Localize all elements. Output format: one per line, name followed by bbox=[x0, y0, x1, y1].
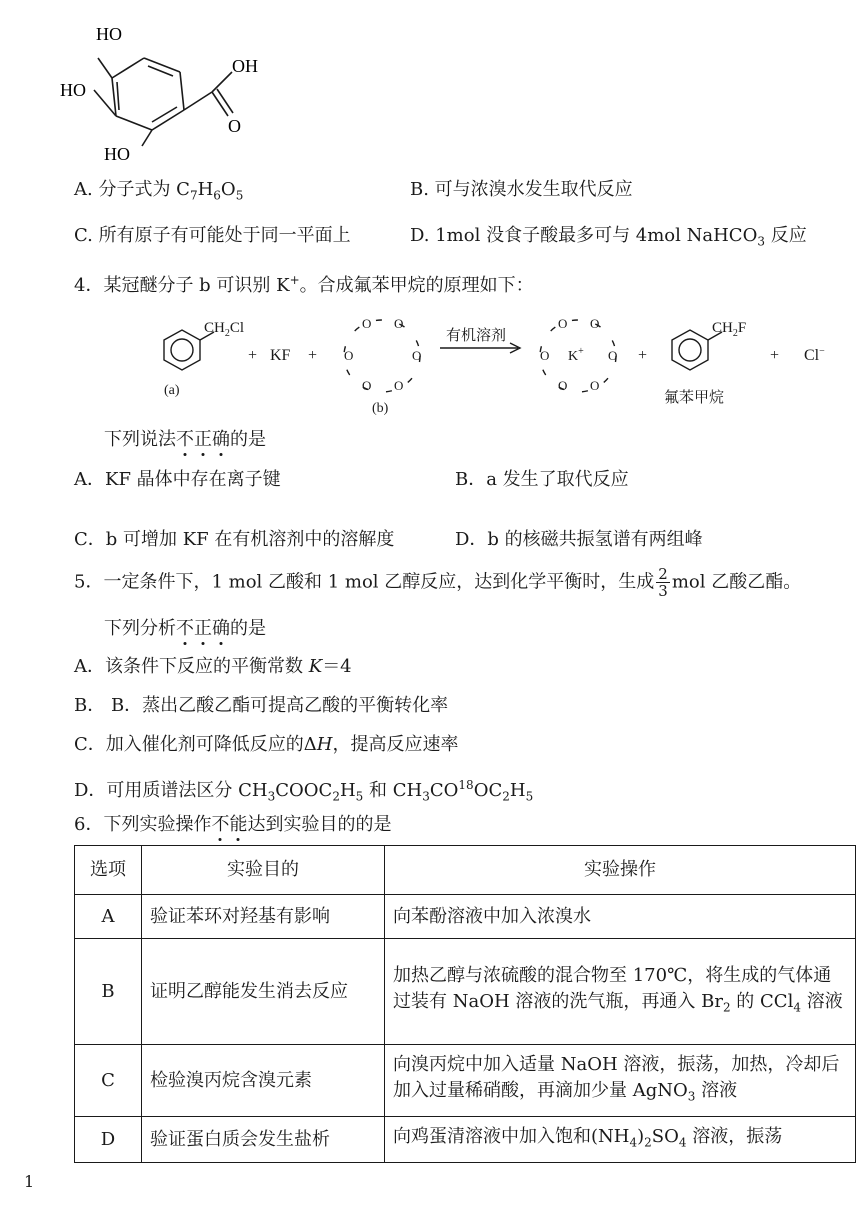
k-ion-label: K+ bbox=[568, 346, 584, 364]
table-header: 实验目的 bbox=[142, 846, 385, 895]
crown-o: O bbox=[394, 316, 404, 331]
oh-label: OH bbox=[232, 56, 258, 76]
ho-label-top: HO bbox=[96, 24, 122, 44]
table-header: 实验操作 bbox=[385, 846, 856, 895]
crown-o: O bbox=[590, 378, 600, 393]
q5-sub-stem: 下列分析不正确的是 bbox=[104, 618, 266, 639]
table-cell-operation: 向鸡蛋清溶液中加入饱和$(NH_4)_2SO_4$ 溶液，振荡 bbox=[385, 1117, 856, 1163]
q4-stem: 4．某冠醚分子 b 可识别 K+。合成氟苯甲烷的原理如下： bbox=[74, 273, 534, 296]
table-cell-option: C bbox=[75, 1045, 142, 1117]
crown-o: O bbox=[362, 378, 372, 393]
q4-option-a: A．KF 晶体中存在离子键 bbox=[74, 469, 281, 490]
q5-stem: 5．一定条件下，1 mol 乙酸和 1 mol 乙醇反应，达到化学平衡时，生成 $\frac{2}{3}$ mol 乙酸乙酯。 bbox=[74, 565, 802, 600]
q5-option-b: B． B．蒸出乙酸乙酯可提高乙酸的平衡转化率 bbox=[74, 695, 449, 716]
q4-option-b: B．a 发生了取代反应 bbox=[455, 469, 629, 490]
q3-option-a: A. 分子式为 $C_7H_6O_5$ bbox=[74, 179, 244, 203]
gallic-acid-structure bbox=[60, 20, 290, 170]
q4-option-d: D．b 的核磁共振氢谱有两组峰 bbox=[455, 529, 703, 550]
o-label: O bbox=[228, 116, 241, 136]
ch2f-label: $CH_2F$ bbox=[712, 320, 747, 339]
table-cell-option: B bbox=[75, 939, 142, 1045]
fraction: $\frac{2}{3}$ bbox=[658, 565, 668, 600]
table-cell-operation: 向溴丙烷中加入适量 NaOH 溶液，振荡，加热，冷却后加入过量稀硝酸，再滴加少量 AgNO$_3$ 溶液 bbox=[385, 1045, 856, 1117]
crown-o: O bbox=[590, 316, 600, 331]
ho-label-mid: HO bbox=[60, 80, 86, 100]
crown-o: O bbox=[344, 348, 354, 363]
crown-o: O bbox=[608, 348, 618, 363]
plus-sign-4: + bbox=[770, 347, 780, 364]
q4-sub-stem: 下列说法不正确的是 bbox=[104, 429, 266, 450]
q4-reaction-scheme bbox=[140, 306, 840, 416]
crown-o: O bbox=[558, 316, 568, 331]
label-a: (a) bbox=[164, 383, 180, 398]
ch2cl-label: $CH_2Cl$ bbox=[204, 320, 245, 339]
plus-sign-2: + bbox=[308, 347, 318, 364]
table-row bbox=[75, 895, 856, 939]
q5-option-a: A．该条件下反应的平衡常数 K＝4 bbox=[74, 656, 352, 677]
q5-option-c: C．加入催化剂可降低反应的ΔH，提高反应速率 bbox=[74, 734, 459, 755]
q6-stem: 6．下列实验操作不能达到实验目的的是 bbox=[74, 814, 392, 835]
crown-o: O bbox=[362, 316, 372, 331]
ho-label-bottom: HO bbox=[104, 144, 130, 164]
table-cell-option: D bbox=[75, 1117, 142, 1163]
table-row bbox=[75, 1045, 856, 1117]
chloride-label: Cl− bbox=[804, 346, 825, 364]
q5-option-d: D．可用质谱法区分 $CH_3COOC_2H_5$ 和 $CH_3CO^{18}OC_2H_5$ bbox=[74, 778, 534, 804]
table-cell-goal: 检验溴丙烷含溴元素 bbox=[142, 1045, 385, 1117]
table-cell-operation: 加热乙醇与浓硫酸的混合物至 170℃，将生成的气体通过装有 NaOH 溶液的洗气瓶，再通入 $Br_2$ 的 CCl$_4$ 溶液 bbox=[385, 939, 856, 1045]
experiment-table bbox=[74, 845, 856, 1163]
q3-option-c: C. 所有原子有可能处于同一平面上 bbox=[74, 225, 351, 246]
page-number: 1 bbox=[24, 1172, 35, 1191]
crown-o: O bbox=[412, 348, 422, 363]
plus-sign-3: + bbox=[638, 347, 648, 364]
crown-o: O bbox=[558, 378, 568, 393]
table-cell-goal: 验证苯环对羟基有影响 bbox=[142, 895, 385, 939]
q3-option-d: D. 1mol 没食子酸最多可与 4mol NaHCO$_3$ 反应 bbox=[410, 225, 807, 249]
arrow-condition: 有机溶剂 bbox=[446, 328, 507, 344]
table-header-row bbox=[75, 846, 856, 895]
product-name: 氟苯甲烷 bbox=[664, 390, 725, 406]
kf-label: KF bbox=[270, 347, 291, 364]
plus-sign-1: + bbox=[248, 347, 258, 364]
label-b: (b) bbox=[372, 401, 389, 416]
table-row bbox=[75, 1117, 856, 1163]
q3-option-b: B. 可与浓溴水发生取代反应 bbox=[410, 179, 633, 200]
crown-o: O bbox=[540, 348, 550, 363]
crown-o: O bbox=[394, 378, 404, 393]
table-header: 选项 bbox=[75, 846, 142, 895]
table-cell-operation: 向苯酚溶液中加入浓溴水 bbox=[385, 895, 856, 939]
table-cell-goal: 证明乙醇能发生消去反应 bbox=[142, 939, 385, 1045]
table-row bbox=[75, 939, 856, 1045]
table-cell-option: A bbox=[75, 895, 142, 939]
table-cell-goal: 验证蛋白质会发生盐析 bbox=[142, 1117, 385, 1163]
q4-option-c: C．b 可增加 KF 在有机溶剂中的溶解度 bbox=[74, 529, 395, 550]
